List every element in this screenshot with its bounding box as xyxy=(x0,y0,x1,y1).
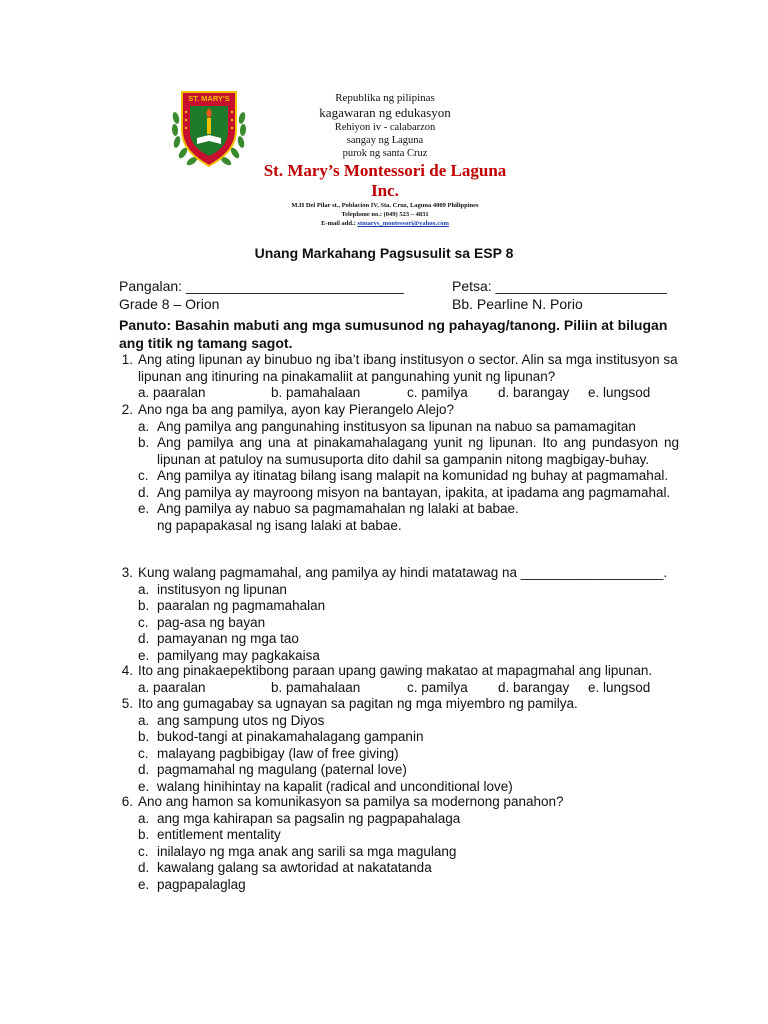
option-e[interactable] xyxy=(138,501,679,518)
republic-line: Republika ng pilipinas xyxy=(335,92,435,104)
question-stem: Ang ating lipunan ay binubuo ng iba’t ibang institusyon o sector. Alin sa mga institusyon sa lipunan ang itinuring na pinakamaliit at pangunahing yunit ng lipunan? xyxy=(138,352,678,384)
option-text: kawalang galang sa awtoridad at nakatatanda xyxy=(157,860,432,875)
option-b[interactable]: b. pamahalaan xyxy=(271,385,361,400)
option-a[interactable] xyxy=(138,811,679,828)
option-e-continuation: ng papapakasal ng isang lalaki at babae. xyxy=(157,517,402,533)
option-letter: d. xyxy=(138,484,150,500)
option-text: Ang pamilya ay itinatag bilang isang malapit na komunidad ng buhay at pagmamahal. xyxy=(157,468,669,483)
option-letter: e. xyxy=(138,876,150,892)
option-text: Ang pamilya ang una at pinakamahalagang yunit ng lipunan. Ito ang pundasyon ng lipunan at patuloy na sumusuporta dito dahil sa gampanin nitong magbigay-buhay. xyxy=(157,435,679,467)
option-e[interactable]: e. lungsod xyxy=(588,385,651,400)
question-5 xyxy=(119,696,679,795)
option-a[interactable] xyxy=(138,582,679,599)
question-number: 2. xyxy=(121,402,133,417)
option-a[interactable]: a. paaralan xyxy=(138,679,206,695)
inline-options xyxy=(138,385,679,402)
option-letter: b. xyxy=(138,729,150,744)
option-text: ang sampung utos ng Diyos xyxy=(157,712,325,728)
logo-text: ST. MARY'S xyxy=(188,94,230,103)
option-text: malayang pagbibigay (law of free giving) xyxy=(157,745,399,761)
option-letter: e. xyxy=(138,501,150,516)
option-text: pamayanan ng mga tao xyxy=(157,631,299,646)
department-line: kagawaran ng edukasyon xyxy=(319,105,451,120)
option-a[interactable]: a. paaralan xyxy=(138,385,206,400)
district-line: purok ng santa Cruz xyxy=(342,148,428,159)
option-letter: e. xyxy=(138,778,150,794)
option-letter: d. xyxy=(138,762,150,777)
option-e[interactable] xyxy=(138,877,679,894)
option-letter: b. xyxy=(138,435,150,450)
option-text: Ang pamilya ay mayroong misyon na bantayan, ipakita, at ipadama ang pagmamahal. xyxy=(157,484,671,500)
option-letter: c. xyxy=(138,745,149,761)
option-letter: e. xyxy=(138,647,150,663)
grade-section: Grade 8 – Orion xyxy=(119,296,220,312)
school-logo-icon xyxy=(168,88,250,172)
option-letter: a. xyxy=(138,712,150,728)
option-d[interactable] xyxy=(138,762,679,779)
option-letter: a. xyxy=(138,810,150,826)
question-number: 3. xyxy=(121,565,133,580)
option-d[interactable]: d. barangay xyxy=(498,385,570,400)
school-telephone: Telephone no.: (049) 523 – 4831 xyxy=(341,211,429,218)
option-c[interactable] xyxy=(138,746,679,763)
option-text: Ang pamilya ang pangunahing institusyon sa lipunan na nabuo sa pamamagitan xyxy=(157,418,636,434)
question-number: 4. xyxy=(121,663,133,678)
question-stem: Ito ang gumagabay sa ugnayan sa pagitan ng mga miyembro ng pamilya. xyxy=(138,696,578,711)
option-d[interactable] xyxy=(138,860,679,877)
name-field: Pangalan: ____________________________ xyxy=(119,278,404,294)
option-letter: c. xyxy=(138,843,149,859)
option-a[interactable] xyxy=(138,419,679,436)
option-b[interactable] xyxy=(138,435,679,468)
option-text: inilalayo ng mga anak ang sarili sa mga magulang xyxy=(157,843,457,859)
option-text: bukod-tangi at pinakamahalagang gampanin xyxy=(157,729,424,744)
question-1 xyxy=(119,352,679,402)
option-b[interactable] xyxy=(138,729,679,746)
option-text: institusyon ng lipunan xyxy=(157,581,287,597)
option-letter: c. xyxy=(138,468,149,483)
option-b[interactable]: b. pamahalaan xyxy=(271,679,361,695)
option-d[interactable]: d. barangay xyxy=(498,679,570,695)
letterhead xyxy=(255,92,515,228)
option-text: pagmamahal ng magulang (paternal love) xyxy=(157,762,407,777)
option-text: pag-asa ng bayan xyxy=(157,614,266,630)
instructions: Panuto: Basahin mabuti ang mga sumusunod ng pahayag/tanong. Piliin at bilugan ang titik ng tamang sagot. xyxy=(119,317,668,351)
option-c[interactable] xyxy=(138,468,679,485)
email-label: E-mail add.: xyxy=(321,220,356,227)
option-letter: c. xyxy=(138,614,149,630)
teacher-name: Bb. Pearline N. Porio xyxy=(452,296,583,312)
option-text: Ang pamilya ay nabuo sa pagmamahalan ng lalaki at babae. xyxy=(157,501,519,516)
option-text: walang hinihintay na kapalit (radical and unconditional love) xyxy=(157,778,513,794)
school-email-line xyxy=(255,219,515,228)
question-2 xyxy=(119,402,679,534)
option-a[interactable] xyxy=(138,713,679,730)
option-c[interactable]: c. pamilya xyxy=(407,679,468,695)
option-b[interactable] xyxy=(138,598,679,615)
option-letter: b. xyxy=(138,827,150,842)
option-e[interactable] xyxy=(138,779,679,796)
date-field: Petsa: ______________________ xyxy=(452,278,667,294)
question-number: 5. xyxy=(121,696,133,711)
email-link[interactable]: stmarys_montessori@yahoo.com xyxy=(357,220,449,227)
option-text: pagpapalaglag xyxy=(157,876,246,892)
exam-title: Unang Markahang Pagsusulit sa ESP 8 xyxy=(254,245,514,261)
school-name: St. Mary’s Montessori de Laguna Inc. xyxy=(263,161,507,200)
option-text: paaralan ng pagmamahalan xyxy=(157,598,326,613)
option-letter: a. xyxy=(138,581,150,597)
division-line: sangay ng Laguna xyxy=(346,135,424,146)
question-stem: Ano ang hamon sa komunikasyon sa pamilya sa modernong panahon? xyxy=(138,794,564,809)
question-number: 6. xyxy=(121,794,133,809)
option-letter: b. xyxy=(138,598,150,613)
region-line: Rehiyon iv - calabarzon xyxy=(334,122,436,133)
question-6 xyxy=(119,794,679,893)
option-text: ang mga kahirapan sa pagsalin ng pagpapahalaga xyxy=(157,810,461,826)
option-d[interactable] xyxy=(138,485,679,502)
option-letter: d. xyxy=(138,860,150,875)
question-stem: Kung walang pagmamahal, ang pamilya ay hindi matatawag na ___________________. xyxy=(138,565,668,580)
option-e[interactable] xyxy=(138,648,679,665)
option-c[interactable] xyxy=(138,844,679,861)
option-e[interactable]: e. lungsod xyxy=(588,679,651,695)
question-4 xyxy=(119,663,679,696)
option-text: entitlement mentality xyxy=(157,827,281,842)
question-3 xyxy=(119,565,679,664)
option-c[interactable] xyxy=(138,615,679,632)
option-d[interactable] xyxy=(138,631,679,648)
inline-options xyxy=(138,680,679,697)
option-c[interactable]: c. pamilya xyxy=(407,385,468,400)
question-stem: Ano nga ba ang pamilya, ayon kay Pierangelo Alejo? xyxy=(138,402,454,417)
option-text: pamilyang may pagkakaisa xyxy=(157,647,320,663)
school-address: M.H Del Pilar st., Poblacion IV, Sta. Cruz, Laguna 4009 Philippines xyxy=(291,202,479,209)
option-b[interactable] xyxy=(138,827,679,844)
option-letter: d. xyxy=(138,631,150,646)
option-letter: a. xyxy=(138,418,150,434)
question-number: 1. xyxy=(121,352,133,367)
question-stem: Ito ang pinakaepektibong paraan upang gawing makatao at mapagmahal ang lipunan. xyxy=(138,663,653,678)
